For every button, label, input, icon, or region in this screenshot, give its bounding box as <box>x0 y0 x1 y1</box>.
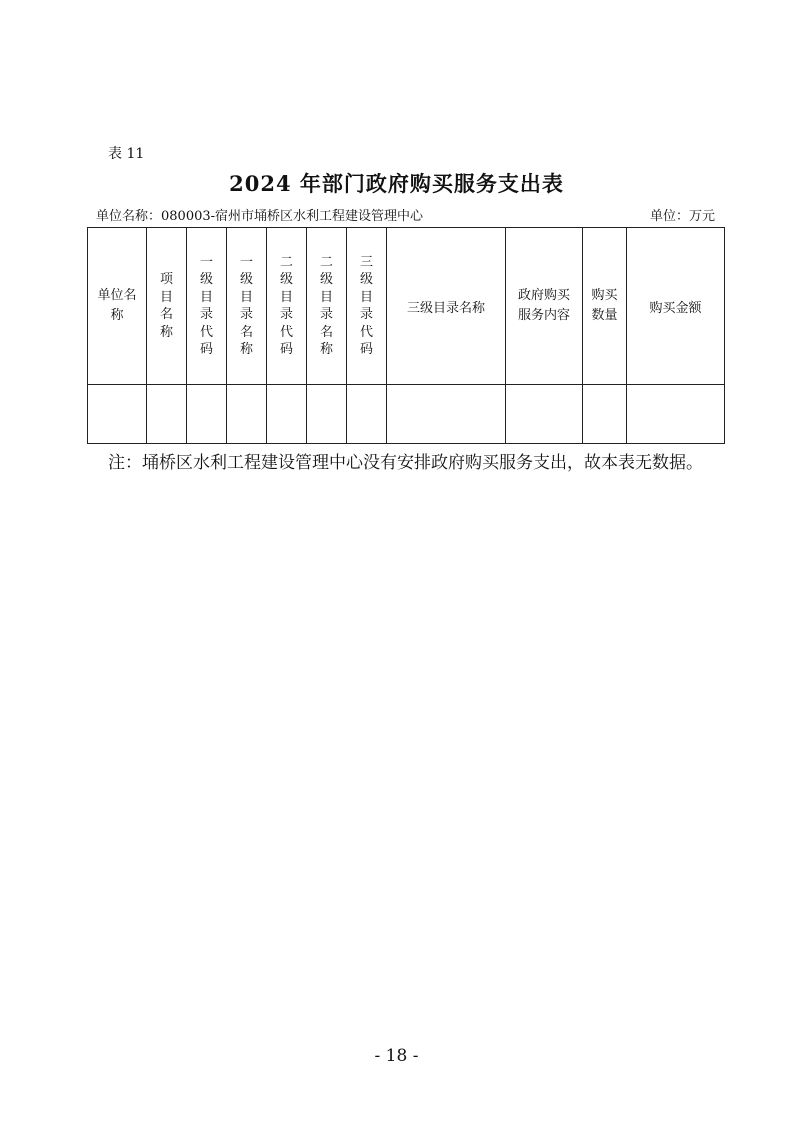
header-project-name: 项目名称 <box>147 228 187 385</box>
header-level1-code: 一级目录代码 <box>187 228 227 385</box>
table-cell <box>147 385 187 444</box>
header-level3-name: 三级目录名称 <box>387 228 506 385</box>
table-cell <box>88 385 147 444</box>
header-level2-code: 二级目录代码 <box>267 228 307 385</box>
table-label: 表 11 <box>108 146 145 162</box>
document-title: 2024 年部门政府购买服务支出表 <box>229 171 564 196</box>
header-level3-code: 三级目录代码 <box>347 228 387 385</box>
unit-measure: 单位：万元 <box>649 209 715 224</box>
header-purchase-quantity: 购买数量 <box>583 228 627 385</box>
table-cell <box>506 385 583 444</box>
table-row <box>88 385 725 444</box>
table-cell <box>627 385 725 444</box>
header-service-content: 政府购买服务内容 <box>506 228 583 385</box>
table-cell <box>387 385 506 444</box>
header-level2-name: 二级目录名称 <box>307 228 347 385</box>
unit-name: 单位名称：080003-宿州市埇桥区水利工程建设管理中心 <box>96 209 424 224</box>
expenditure-table <box>87 227 725 444</box>
table-cell <box>307 385 347 444</box>
note-text: 注：埇桥区水利工程建设管理中心没有安排政府购买服务支出，故本表无数据。 <box>108 453 703 473</box>
header-unit-name: 单位名称 <box>88 228 147 385</box>
header-row <box>88 228 725 385</box>
page-number: - 18 - <box>374 1046 419 1066</box>
table-cell <box>227 385 267 444</box>
table-cell <box>347 385 387 444</box>
table-cell <box>583 385 627 444</box>
header-level1-name: 一级目录名称 <box>227 228 267 385</box>
header-purchase-amount: 购买金额 <box>627 228 725 385</box>
table-cell <box>267 385 307 444</box>
table-cell <box>187 385 227 444</box>
